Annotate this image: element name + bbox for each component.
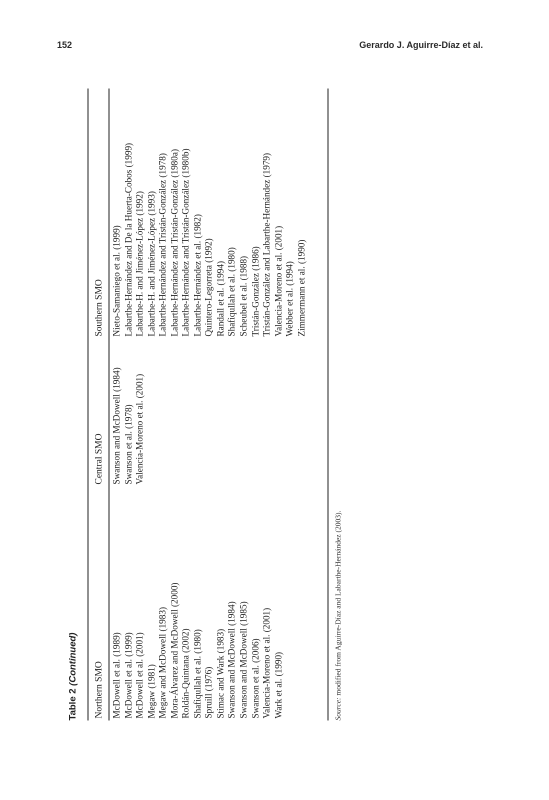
table-cell: Shafiqullah et al. (1980) <box>226 247 237 337</box>
table-cell: Valencia-Moreno et al. (2001) <box>134 373 145 485</box>
table-cell: McDowell et al. (2001) <box>134 632 145 719</box>
table-caption-continued: (Continued) <box>67 632 79 686</box>
table-cell: Zimmermann et al. (1990) <box>296 239 307 337</box>
table-cell: Labarthe-Hernández and Tristán-González (1980a) <box>169 149 180 337</box>
table-cell: McDowell et al. (1989) <box>111 632 122 719</box>
table-cell: Roldán-Quintana (2002) <box>180 628 191 719</box>
table-cell: Labarthe-Hernández and Tristán-González (1978) <box>157 153 168 337</box>
table-cell: Mora-Álvarez and McDowell (2000) <box>169 582 180 719</box>
northern-smo-list <box>112 583 285 719</box>
table-cell: Labarthe-H. and Jiménez-López (1993) <box>146 191 157 337</box>
table-cell: Scheubel et al. (1988) <box>238 255 249 337</box>
table-cell: Quintero-Legorreta (1992) <box>203 238 214 337</box>
table-cell: Labarthe-Hernández and Tristán-González (1980b) <box>180 148 191 337</box>
table-cell: Megaw (1981) <box>146 664 157 719</box>
running-head <box>57 40 483 54</box>
table-cell: Swanson et al. (2006) <box>250 638 261 719</box>
table-cell: Wark et al. (1990) <box>273 651 284 719</box>
table-cell: Tristán-González and Labarthe-Hernández (1979) <box>261 152 272 337</box>
table-cell: Labarthe-Hernández and De la Huerta-Cobos (1999) <box>123 142 134 337</box>
table-cell: Swanson and McDowell (1984) <box>111 367 122 485</box>
page-number: 152 <box>57 40 73 50</box>
table-source-note <box>333 511 345 721</box>
table-cell: Randall et al. (1994) <box>215 260 226 337</box>
table-caption-label: Table 2 <box>67 688 79 721</box>
rotated-table <box>67 89 350 721</box>
table-header-rule <box>109 89 110 721</box>
central-smo-list <box>112 367 147 484</box>
table-cell: Webber et al. (1994) <box>284 261 295 337</box>
table-cell: Labarthe-Hernández et al. (1982) <box>192 214 203 337</box>
table-cell: Labarthe-H. and Jiménez-López (1992) <box>134 191 145 337</box>
table-bottom-rule <box>328 89 329 721</box>
table-cell: Swanson and McDowell (1985) <box>238 601 249 719</box>
column-header-central: Central SMO <box>94 433 105 485</box>
table-cell: Swanson and McDowell (1984) <box>226 601 237 719</box>
table-cell: Nieto-Samaniego et al. (1999) <box>111 225 122 337</box>
table-cell: Valencia-Moreno et al. (2001) <box>273 225 284 337</box>
table-top-rule <box>88 89 89 721</box>
table-cell: Valencia-Moreno et al. (2001) <box>261 607 272 719</box>
source-label: Source: <box>333 697 343 721</box>
running-head-authors: Gerardo J. Aguirre-Díaz et al. <box>359 40 483 50</box>
column-header-northern: Northern SMO <box>94 661 105 719</box>
table-cell: Tristán-González (1986) <box>250 246 261 337</box>
table-cell: Shafiqullah et al. (1980) <box>192 629 203 719</box>
southern-smo-list <box>112 143 308 337</box>
table-cell: Stimac and Wark (1983) <box>215 628 226 719</box>
column-header-southern: Southern SMO <box>94 279 105 337</box>
table-cell: Megaw and McDowell (1983) <box>157 607 168 719</box>
table-cell: Spruill (1976) <box>203 666 214 719</box>
table-cell: McDowell et al. (1999) <box>123 632 134 719</box>
source-text: modified from Aguirre-Díaz and Labarthe-Hernández (2003). <box>333 510 343 696</box>
table-cell: Swanson et al. (1978) <box>123 404 134 485</box>
table-caption <box>67 633 81 721</box>
